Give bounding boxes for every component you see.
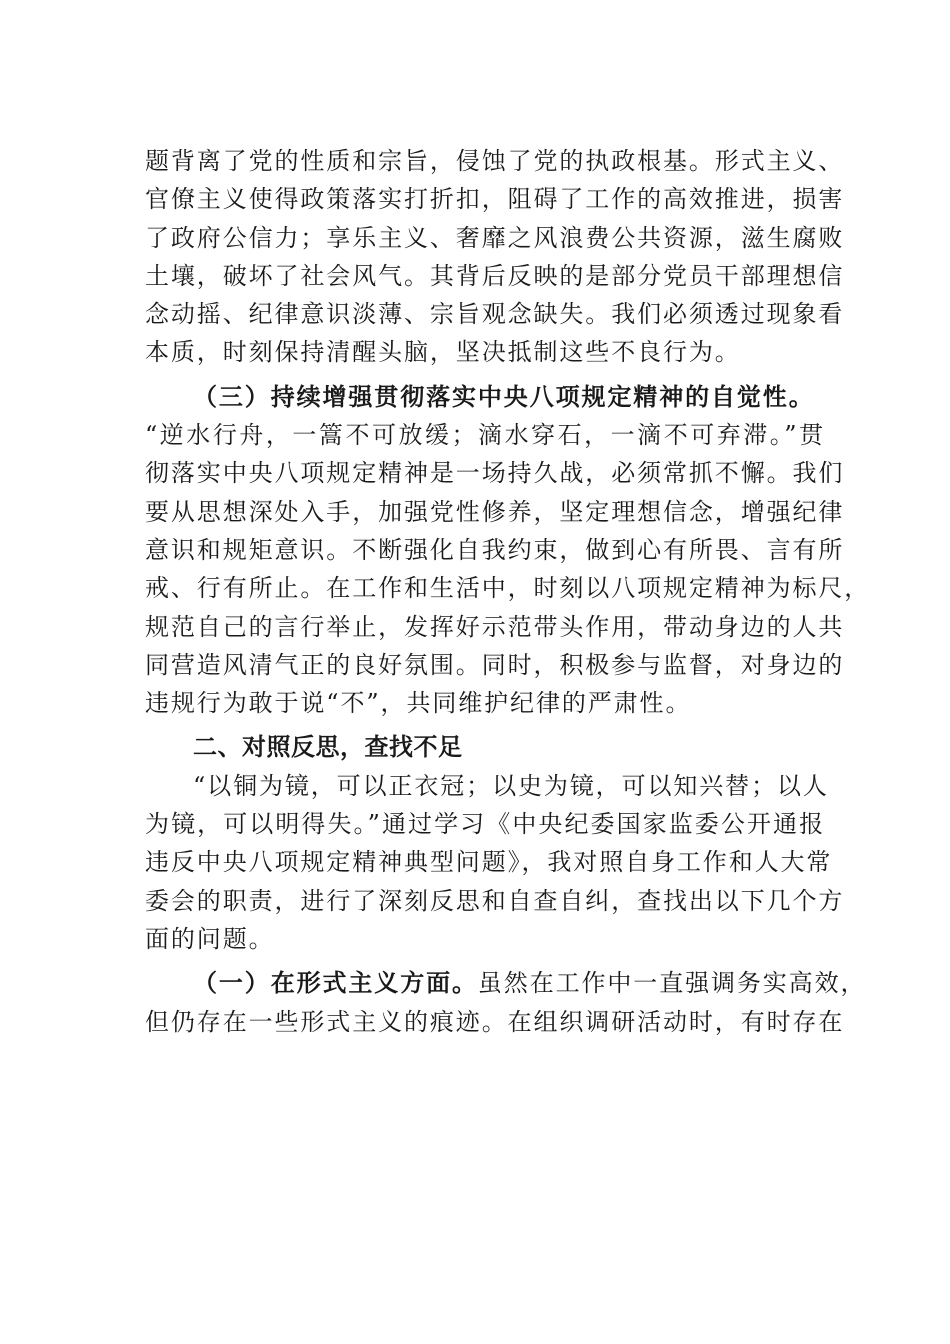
paragraph-text: 虽然在工作中一直强调务实高效， [477, 969, 867, 998]
paragraph-line: 官僚主义使得政策落实打折扣，阻碍了工作的高效推进，损害 [145, 185, 845, 214]
document-body [145, 142, 871, 1041]
paragraph-line: 本质，时刻保持清醒头脑，坚决抵制这些不良行为。 [145, 338, 741, 367]
subsection-heading: （一）在形式主义方面。 [193, 968, 478, 998]
paragraph-line: “逆水行舟，一篙不可放缓；滴水穿石，一滴不可弃滞。”贯 [145, 421, 825, 450]
paragraph-line [145, 964, 867, 1002]
paragraph-line: 为镜，可以明得失。”通过学习《中央纪委国家监委公开通报 [145, 810, 825, 839]
paragraph-line: 了政府公信力；享乐主义、奢靡之风浪费公共资源，滋生腐败 [145, 223, 845, 252]
paragraph-line: 念动摇、纪律意识淡薄、宗旨观念缺失。我们必须透过现象看 [145, 300, 845, 329]
paragraph-line: 土壤，破坏了社会风气。其背后反映的是部分党员干部理想信 [145, 261, 845, 290]
paragraph-line: 戒、行有所止。在工作和生活中，时刻以八项规定精神为标尺， [145, 574, 871, 603]
paragraph-line: “以铜为镜，可以正衣冠；以史为镜，可以知兴替；以人 [193, 771, 829, 800]
paragraph-line: 要从思想深处入手，加强党性修养，坚定理想信念，增强纪律 [145, 497, 845, 526]
paragraph-line: 意识和规矩意识。不断强化自我约束，做到心有所畏、言有所 [145, 535, 845, 564]
paragraph-line: 规范自己的言行举止，发挥好示范带头作用，带动身边的人共 [145, 612, 845, 641]
paragraph-line: 面的问题。 [145, 924, 275, 953]
paragraph-line: 违规行为敢于说“不”，共同维护纪律的严肃性。 [145, 689, 692, 718]
section-heading: 二、对照反思，查找不足 [193, 733, 463, 762]
paragraph-line: 同营造风清气正的良好氛围。同时，积极参与监督，对身边的 [145, 650, 845, 679]
paragraph-line: 题背离了党的性质和宗旨，侵蚀了党的执政根基。形式主义、 [145, 147, 845, 175]
paragraph-line: 委会的职责，进行了深刻反思和自查自纠，查找出以下几个方 [145, 886, 845, 915]
paragraph-line: 违反中央八项规定精神典型问题》，我对照自身工作和人大常 [145, 848, 833, 877]
subsection-heading: （三）持续增强贯彻落实中央八项规定精神的自觉性。 [193, 381, 815, 411]
paragraph-line: 彻落实中央八项规定精神是一场持久战，必须常抓不懈。我们 [145, 459, 845, 488]
paragraph-line: 但仍存在一些形式主义的痕迹。在组织调研活动时，有时存在 [145, 1007, 845, 1036]
